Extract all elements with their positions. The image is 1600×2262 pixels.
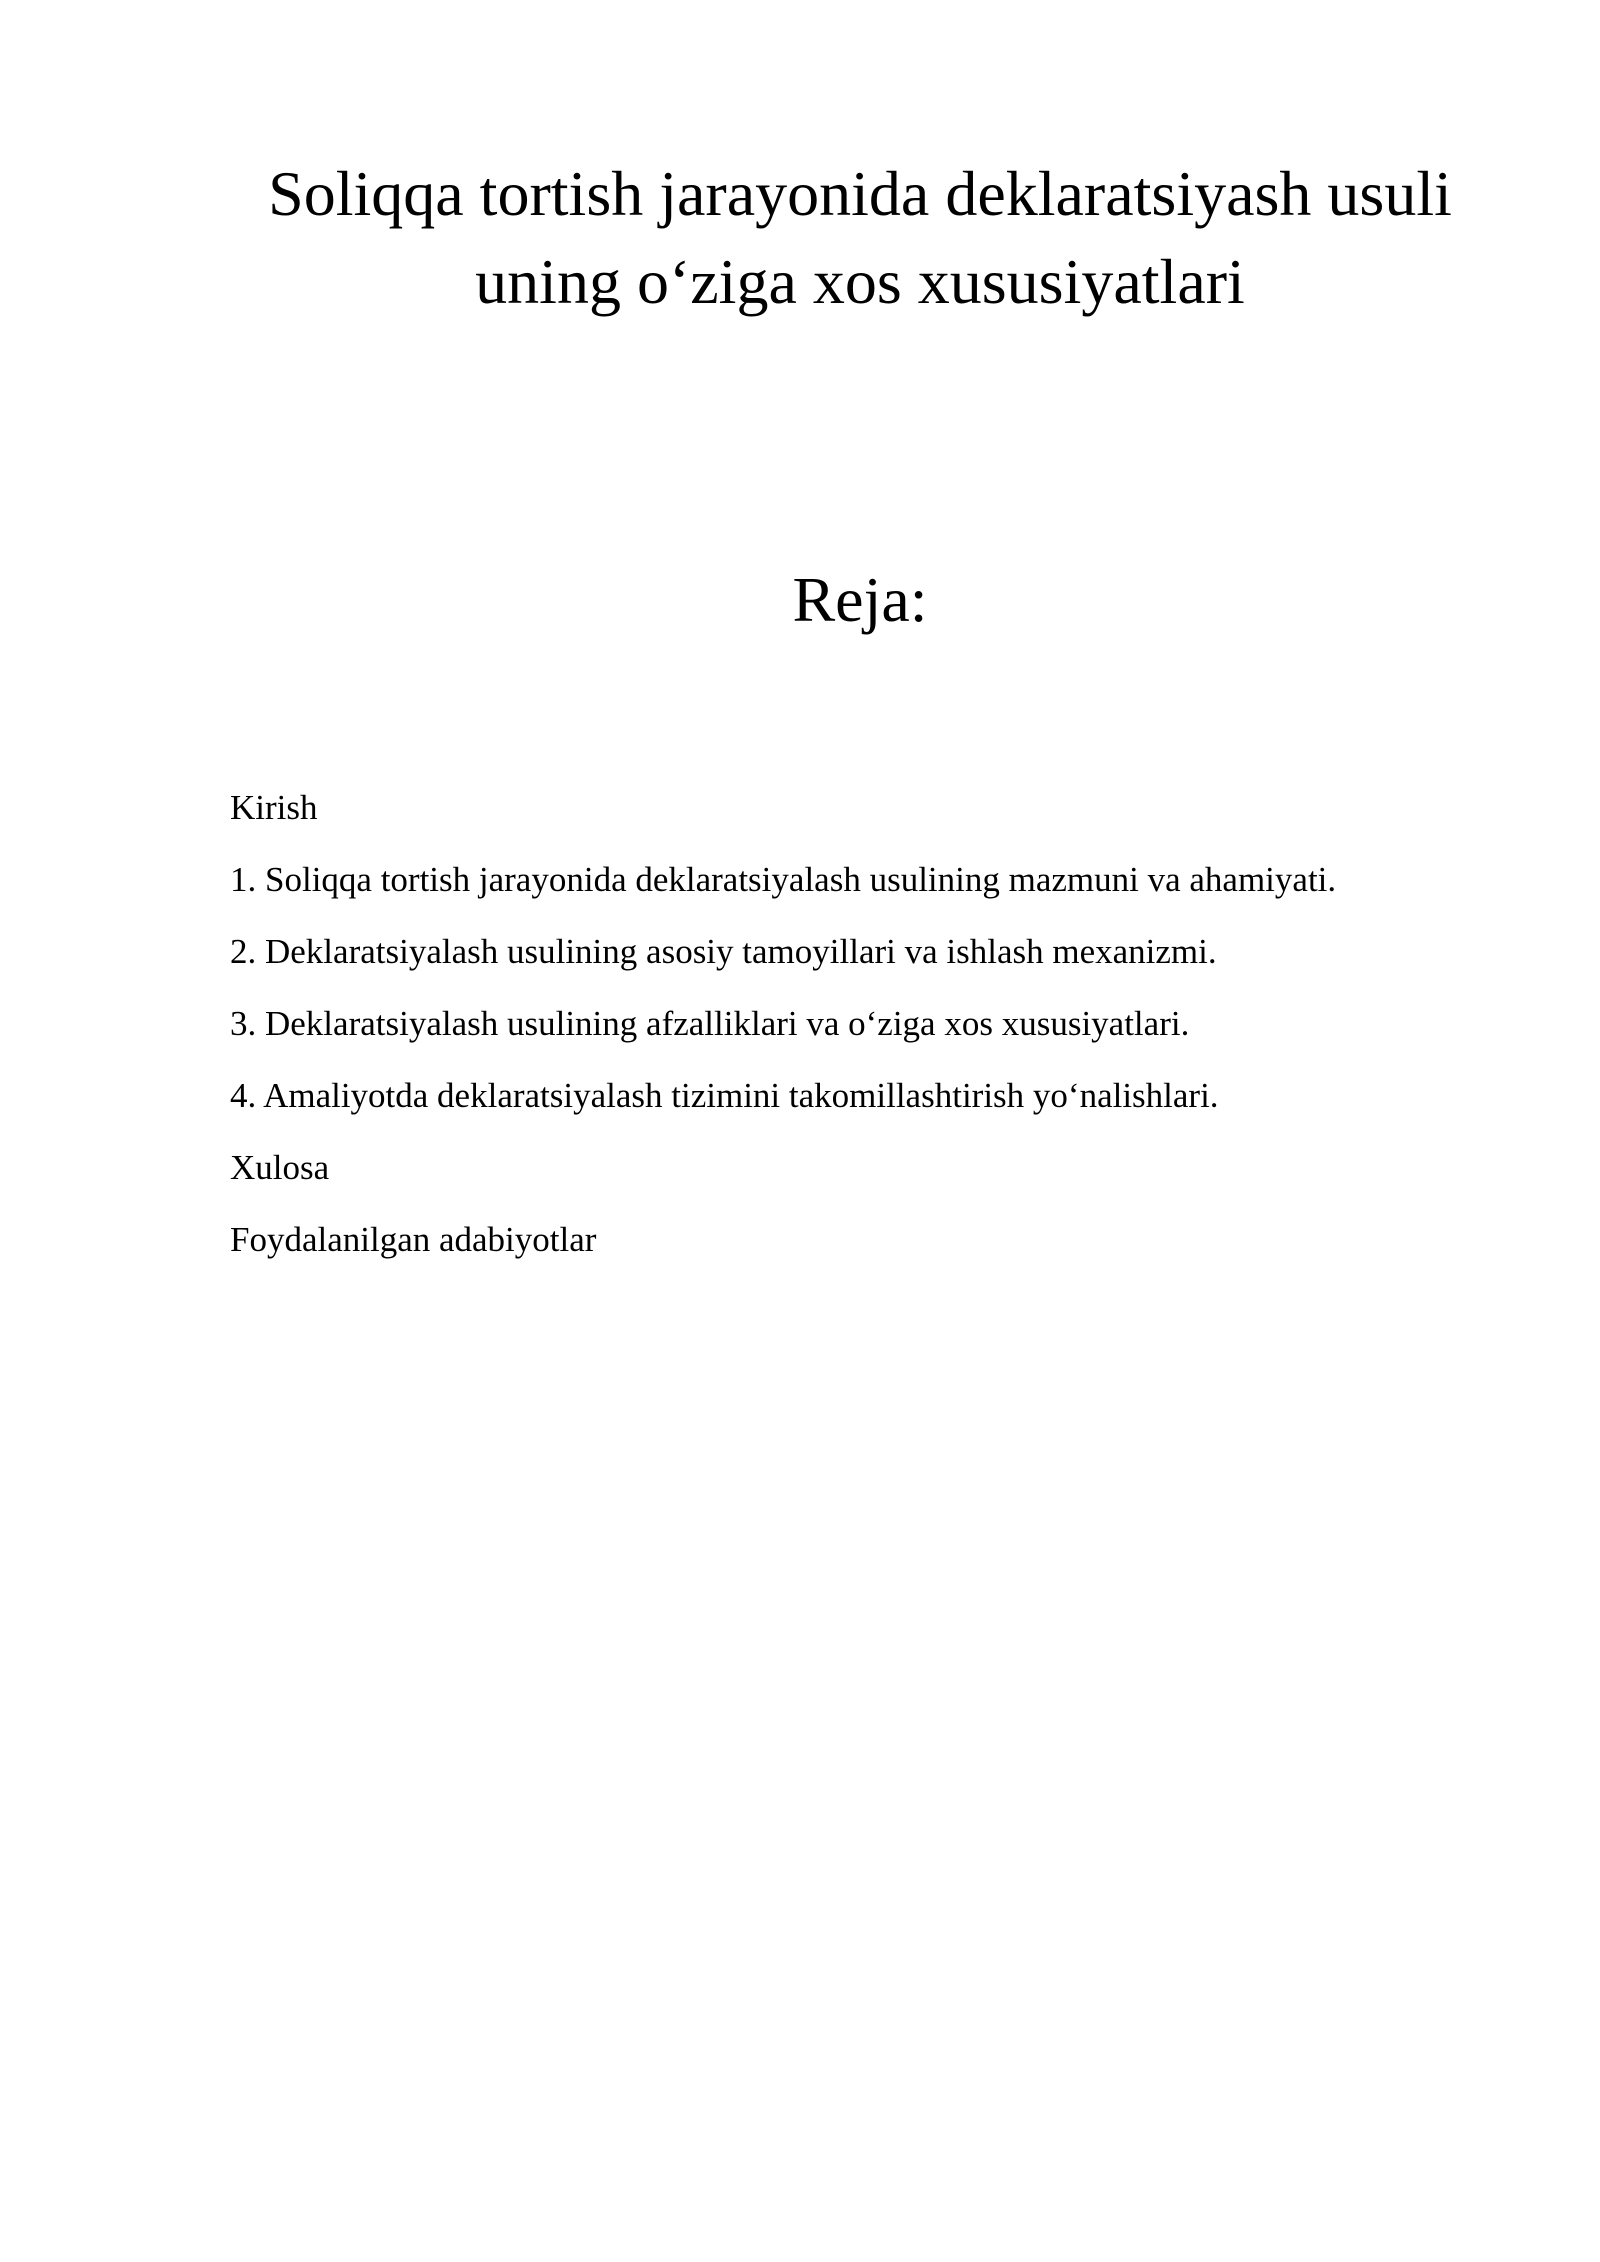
document-title [230, 150, 1490, 326]
title-line-1: Soliqqa tortish jarayonida deklaratsiyash usuli [268, 158, 1452, 229]
plan-item-2: 2. Deklaratsiyalash usulining asosiy tamoyillari va ishlash mexanizmi. [230, 932, 1217, 971]
plan-item-3: 3. Deklaratsiyalash usulining afzalliklari va o‘ziga xos xususiyatlari. [230, 1004, 1190, 1043]
plan-list [230, 772, 1500, 1276]
plan-heading: Reja: [792, 564, 928, 635]
plan-item-conclusion: Xulosa [230, 1148, 330, 1187]
plan-item-1: 1. Soliqqa tortish jarayonida deklaratsiyalash usulining mazmuni va ahamiyati. [230, 860, 1337, 899]
plan-item-4: 4. Amaliyotda deklaratsiyalash tizimini takomillashtirish yo‘nalishlari. [230, 1076, 1219, 1115]
title-line-2: uning o‘ziga xos xususiyatlari [475, 246, 1245, 317]
plan-item-references: Foydalanilgan adabiyotlar [230, 1220, 597, 1259]
plan-item-introduction: Kirish [230, 788, 318, 827]
